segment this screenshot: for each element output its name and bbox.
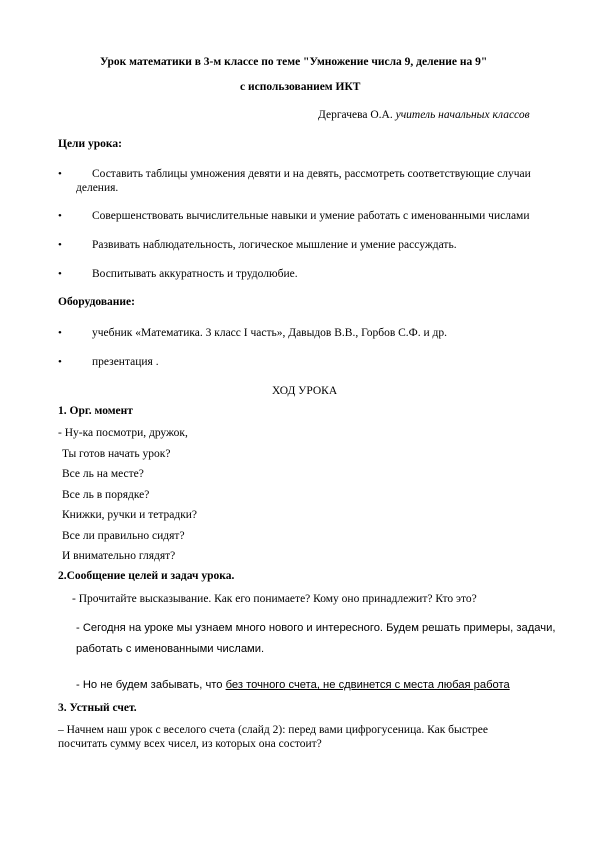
equipment-heading: Оборудование:: [58, 296, 135, 308]
goal-item-3: Развивать наблюдательность, логическое мышление и умение рассуждать.: [92, 239, 457, 251]
section-2-heading: 2.Сообщение целей и задач урока.: [58, 570, 235, 582]
goal-item-2: Совершенствовать вычислительные навыки и умение работать с именованными числами: [92, 210, 530, 222]
bullet-icon: •: [58, 268, 62, 280]
bullet-icon: •: [58, 239, 62, 251]
poem-line-4: Все ль в порядке?: [62, 489, 150, 501]
author-name: Дергачева О.А.: [318, 109, 393, 121]
title-line-1: Урок математики в 3-м классе по теме "Умножение числа 9, деление на 9": [100, 56, 488, 68]
poem-line-3: Все ль на месте?: [62, 468, 144, 480]
bullet-icon: •: [58, 168, 62, 180]
section-1-heading: 1. Орг. момент: [58, 405, 133, 417]
author-role: учитель начальных классов: [395, 109, 530, 121]
goal-item-1-line1: Составить таблицы умножения девяти и на девять, рассмотреть соответствующие случаи: [92, 168, 531, 180]
section-2-line-3: работать с именованными числами.: [76, 643, 265, 655]
section-2-line-4: [76, 678, 510, 692]
goals-heading: Цели урока:: [58, 138, 122, 150]
line-4-plain: - Но не будем забывать, что: [76, 679, 226, 691]
line-4-underlined: без точного счета, не сдвинется с места любая работа: [225, 679, 510, 691]
section-2-question: - Прочитайте высказывание. Как его понимаете? Кому оно принадлежит? Кто это?: [72, 593, 477, 605]
title-line-2: с использованием ИКТ: [240, 81, 361, 93]
section-2-line-2: - Сегодня на уроке мы узнаем много нового и интересного. Будем решать примеры, задачи,: [76, 622, 556, 634]
bullet-icon: •: [58, 356, 62, 368]
poem-line-5: Книжки, ручки и тетрадки?: [62, 509, 198, 521]
section-3-line-1: – Начнем наш урок с веселого счета (слайд 2): перед вами цифрогусеница. Как быстрее: [58, 724, 488, 736]
bullet-icon: •: [58, 210, 62, 222]
poem-line-7: И внимательно глядят?: [62, 550, 176, 562]
poem-line-1: - Ну-ка посмотри, дружок,: [58, 427, 188, 439]
poem-line-6: Все ли правильно сидят?: [62, 530, 185, 542]
section-3-line-2: посчитать сумму всех чисел, из которых она состоит?: [58, 738, 322, 750]
goal-item-1-line2: деления.: [76, 182, 119, 194]
section-3-heading: 3. Устный счет.: [58, 702, 137, 714]
author-line: [318, 108, 530, 122]
equipment-item-2: презентация .: [92, 356, 159, 368]
lesson-heading: ХОД УРОКА: [272, 385, 338, 397]
equipment-item-1: учебник «Математика. 3 класс I часть», Давыдов В.В., Горбов С.Ф. и др.: [92, 327, 448, 339]
goal-item-4: Воспитывать аккуратность и трудолюбие.: [92, 268, 298, 280]
poem-line-2: Ты готов начать урок?: [62, 448, 171, 460]
bullet-icon: •: [58, 327, 62, 339]
